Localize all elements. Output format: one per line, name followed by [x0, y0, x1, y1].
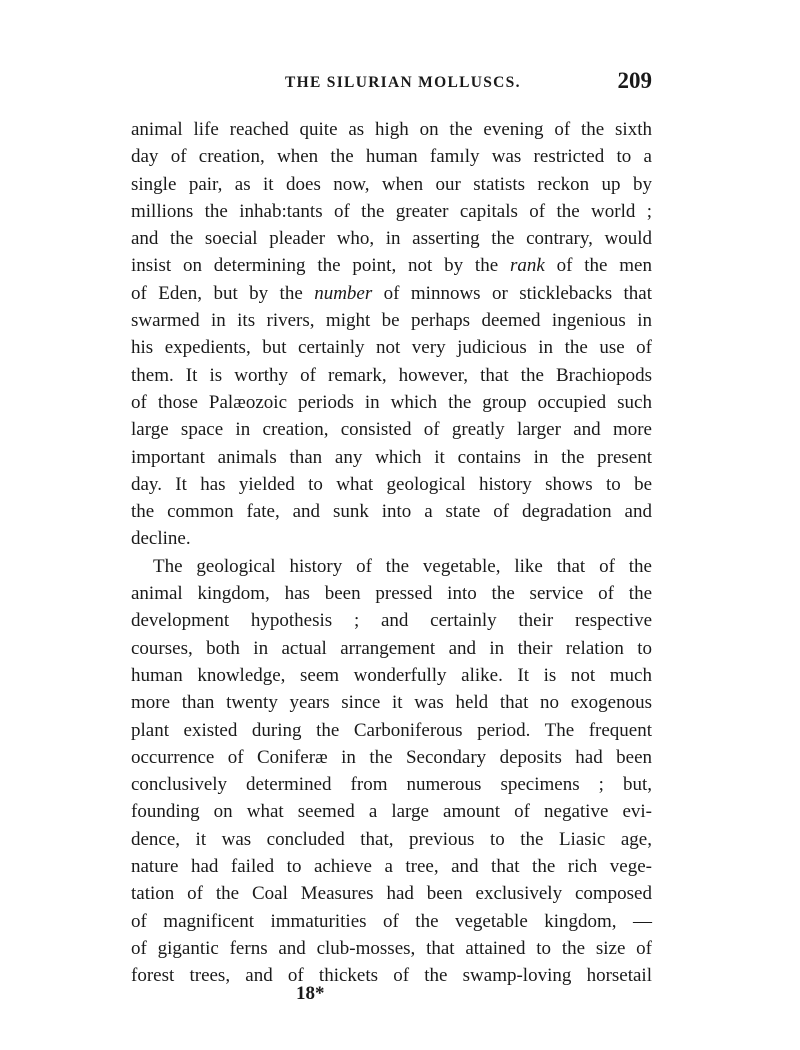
text-line: dence, it was concluded that, previous to the Liasic age, — [131, 828, 652, 850]
text-segment: of minnows or sticklebacks that — [372, 282, 652, 304]
text-line: The geological history of the vegetable, like that of the — [153, 555, 652, 577]
text-line: and the soecial pleader who, in asserting the contrary, would — [131, 228, 652, 250]
italic-word-number: number — [314, 282, 373, 304]
text-line: plant existed during the Carboniferous period. The frequent — [131, 719, 652, 741]
text-line: nature had failed to achieve a tree, and that the rich vege- — [131, 856, 652, 878]
text-line: of magnificent immaturities of the vegetable kingdom, — — [131, 910, 652, 932]
text-line: human knowledge, seem wonderfully alike. It is not much — [131, 664, 652, 686]
italic-word-rank: rank — [509, 255, 545, 277]
text-line: forest trees, and of thickets of the swamp-loving horsetail — [131, 965, 652, 987]
text-line — [131, 252, 652, 279]
text-line: day of creation, when the human famıly was restricted to a — [131, 146, 652, 168]
text-line: important animals than any which it contains in the present — [131, 446, 652, 468]
text-segment: of Eden, but by the — [131, 282, 315, 304]
text-line: animal kingdom, has been pressed into the service of the — [131, 583, 652, 605]
text-line — [131, 280, 652, 307]
running-head — [131, 68, 652, 98]
text-segment: of the men — [544, 255, 652, 277]
text-line: his expedients, but certainly not very judicious in the use of — [131, 337, 652, 359]
text-line: occurrence of Coniferæ in the Secondary deposits had been — [131, 746, 652, 768]
text-line: more than twenty years since it was held that no exogenous — [131, 692, 652, 714]
text-line: development hypothesis ; and certainly their respective — [131, 610, 652, 632]
text-line: of those Palæozoic periods in which the group occupied such — [131, 391, 652, 413]
text-line: large space in creation, consisted of greatly larger and more — [131, 419, 652, 441]
text-line: of gigantic ferns and club-mosses, that attained to the size of — [131, 937, 652, 959]
text-line: conclusively determined from numerous specimens ; but, — [131, 774, 652, 796]
text-line: single pair, as it does now, when our statists reckon up by — [131, 173, 652, 195]
text-line: the common fate, and sunk into a state of degradation and — [131, 501, 652, 523]
page-number: 209 — [617, 68, 652, 93]
text-line: courses, both in actual arrangement and in their relation to — [131, 637, 652, 659]
text-line: day. It has yielded to what geological history shows to be — [131, 473, 652, 495]
running-title: THE SILURIAN MOLLUSCS. — [285, 74, 521, 91]
body-text — [131, 116, 652, 990]
text-line: founding on what seemed a large amount of negative evi- — [131, 801, 652, 823]
text-line: decline. — [131, 528, 191, 550]
text-segment: insist on determining the point, not by the — [131, 255, 510, 277]
text-line: swarmed in its rivers, might be perhaps deemed ingenious in — [131, 310, 652, 332]
text-line: them. It is worthy of remark, however, that the Brachiopods — [131, 364, 652, 386]
signature-mark: 18* — [296, 983, 325, 1004]
text-line: tation of the Coal Measures had been exclusively composed — [131, 883, 652, 905]
text-line: millions the inhab:tants of the greater capitals of the world ; — [131, 200, 652, 222]
text-line: animal life reached quite as high on the evening of the sixth — [131, 119, 652, 140]
